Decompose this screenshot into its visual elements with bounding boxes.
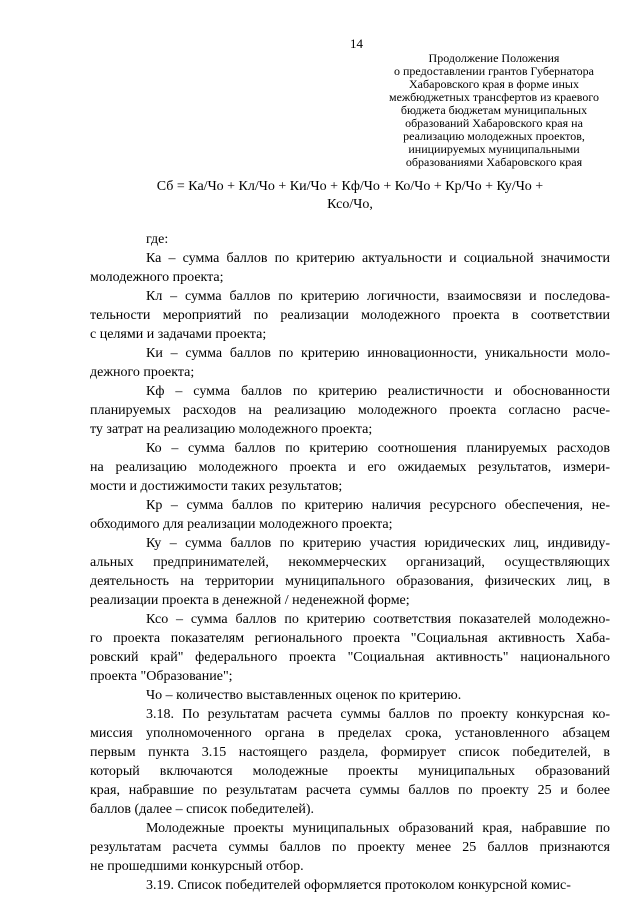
definition-item [90, 534, 610, 610]
definitions-list [90, 249, 610, 705]
definition-item-line: мости и достижимости таких результатов; [90, 479, 343, 494]
header-line: межбюджетных трансфертов из краевого [389, 90, 599, 104]
formula-line: Сб = Ка/Чо + Кл/Чо + Ки/Чо + Кф/Чо + Ко/Чо + Кр/Чо + Ку/Чо + [156, 179, 544, 194]
definition-item [90, 439, 610, 496]
header-line: образований Хабаровского края на [405, 116, 583, 130]
paragraphs [90, 705, 610, 895]
paragraph [90, 705, 610, 819]
header-line: реализацию молодежных проектов, [403, 129, 585, 143]
header-line: Продолжение Положения [428, 51, 560, 65]
definition-item-line: Ку – сумма баллов по критерию участия юридических лиц, индивиду- [146, 536, 610, 551]
definition-item-line: Кл – сумма баллов по критерию логичности, взаимосвязи и последова- [146, 289, 610, 304]
formula-line: Ксо/Чо, [327, 197, 373, 212]
header-line: инициируемых муниципальными [408, 142, 580, 156]
paragraph-line: первым пункта 3.15 настоящего раздела, формирует список победителей, в [90, 745, 610, 760]
definition-item-line: с целями и задачами проекта; [90, 327, 267, 342]
definition-item-line: Ки – сумма баллов по критерию инновационности, уникальности моло- [146, 346, 610, 361]
paragraph-line: 3.18. По результатам расчета суммы баллов по проекту конкурсная ко- [146, 707, 610, 722]
paragraph-line: который включаются молодежные проекты муниципальных образований [90, 764, 610, 779]
definition-item-line: на реализацию молодежного проекта и его ожидаемых результатов, измери- [90, 460, 610, 475]
definition-item-line: планируемых расходов на реализацию молодежного проекта согласно расче- [90, 403, 610, 418]
body-text [90, 230, 610, 895]
paragraph-line: миссия уполномоченного органа в пределах срока, установленного абзацем [90, 726, 610, 741]
definition-item-line: дежного проекта; [90, 365, 195, 380]
paragraph [90, 819, 610, 876]
header-line: бюджета бюджетам муниципальных [400, 103, 588, 117]
definition-item-line: альных предпринимателей, некоммерческих организаций, осуществляющих [90, 555, 610, 570]
definition-item-line: го проекта показателям регионального проекта "Социальная активность Хаба- [90, 631, 610, 646]
definition-item [90, 496, 610, 534]
paragraph [90, 876, 610, 895]
definition-item-line: обходимого для реализации молодежного проекта; [90, 517, 393, 532]
document-header [380, 52, 608, 169]
paragraph-line: Молодежные проекты муниципальных образований края, набравшие по [146, 821, 610, 836]
definition-item-line: Ксо – сумма баллов по критерию соответствия показателей молодежно- [146, 612, 610, 627]
definition-item [90, 344, 610, 382]
definition-item [90, 686, 610, 705]
definition-item-line: тельности мероприятий по реализации молодежного проекта в соответствии [90, 308, 610, 323]
definition-item-line: Ка – сумма баллов по критерию актуальности и социальной значимости [146, 251, 610, 266]
definition-item-line: Ко – сумма баллов по критерию соотношения планируемых расходов [146, 441, 610, 456]
definition-item-line: молодежного проекта; [90, 270, 224, 285]
definition-item-line: Чо – количество выставленных оценок по критерию. [146, 688, 462, 703]
definition-item-line: реализации проекта в денежной / неденежной форме; [90, 593, 410, 608]
where-label: где: [146, 232, 169, 247]
definition-item-line: ровский край" федерального проекта "Социальная активность" национального [90, 650, 610, 665]
definition-item-line: Кр – сумма баллов по критерию наличия ресурсного обеспечения, не- [146, 498, 610, 513]
paragraph-line: края, набравшие по результатам расчета суммы баллов по проекту 25 и более [90, 783, 610, 798]
definition-item [90, 382, 610, 439]
definition-item-line: деятельность на территории муниципального образования, физических лиц, в [90, 574, 610, 589]
header-line: Хабаровского края в форме иных [409, 77, 579, 91]
definition-item-line: ту затрат на реализацию молодежного проекта; [90, 422, 373, 437]
definition-item [90, 249, 610, 287]
paragraph-line: не прошедшими конкурсный отбор. [90, 859, 304, 874]
definition-item [90, 610, 610, 686]
definition-item [90, 287, 610, 344]
page-number: 14 [350, 36, 363, 51]
header-line: о предоставлении грантов Губернатора [394, 64, 594, 78]
score-formula [90, 178, 610, 214]
paragraph-line: результатам расчета суммы баллов по проекту менее 25 баллов признаются [90, 840, 610, 855]
definition-item-line: Кф – сумма баллов по критерию реалистичности и обоснованности [146, 384, 610, 399]
header-line: образованиями Хабаровского края [405, 155, 583, 169]
paragraph-line: баллов (далее – список победителей). [90, 802, 315, 817]
paragraph-line: 3.19. Список победителей оформляется протоколом конкурсной комис- [146, 878, 571, 893]
definition-item-line: проекта "Образование"; [90, 669, 233, 684]
